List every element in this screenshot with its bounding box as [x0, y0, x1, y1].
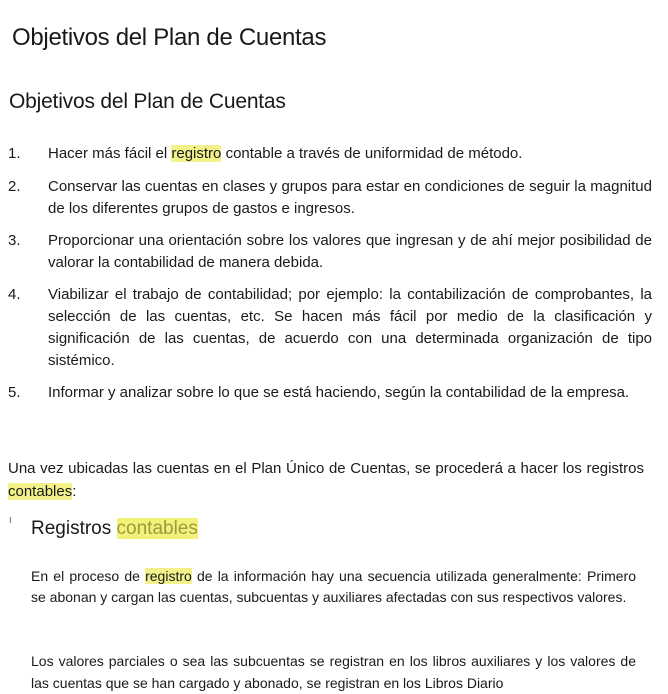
highlight-contables-heading: contables: [116, 518, 198, 539]
page-title: Objetivos del Plan de Cuentas: [12, 24, 327, 51]
margin-mark: [10, 517, 11, 523]
registros-heading: Registros contables: [31, 518, 198, 539]
list-item: [0, 284, 652, 372]
list-item-text: Informar y analizar sobre lo que se está haciendo, según la contabilidad de la empresa.: [48, 384, 630, 401]
intro-paragraph: Una vez ubicadas las cuentas en el Plan Único de Cuentas, se procederá a hacer los registros contables:: [8, 460, 644, 500]
highlight-registro: registro: [171, 145, 222, 162]
list-item: [0, 382, 652, 404]
registros-paragraph-1: En el proceso de registro de la información hay una secuencia utilizada generalmente: Primero se abonan y cargan las cuentas, subcuentas y auxiliares afectadas con sus respectivos valores.: [31, 568, 636, 605]
highlight-contables: contables: [8, 483, 73, 500]
list-item-text: Viabilizar el trabajo de contabilidad; por ejemplo: la contabilización de comprobantes, la selección de las cuentas, etc. Se hacen más fácil por medio de la clasificación y significación de las cuentas, de acuerdo con una determinada organización de tipo sistémico.: [48, 286, 652, 369]
list-item-text: Hacer más fácil el registro contable a través de uniformidad de método.: [48, 145, 523, 162]
section-title: Objetivos del Plan de Cuentas: [9, 90, 286, 113]
list-item-number: 3.: [8, 232, 21, 249]
registros-paragraph-2: Los valores parciales o sea las subcuentas se registran en los libros auxiliares y los valores de las cuentas que se han cargado y abonado, se registran en los Libros Diario: [31, 653, 636, 691]
list-item-number: 2.: [8, 178, 21, 195]
list-item: [0, 143, 652, 165]
highlight-registro-2: registro: [145, 568, 192, 584]
list-item-number: 1.: [8, 145, 21, 162]
list-item-number: 4.: [8, 286, 21, 303]
list-item-number: 5.: [8, 384, 21, 401]
list-item: [0, 230, 652, 274]
list-item-text: Proporcionar una orientación sobre los valores que ingresan y de ahí mejor posibilidad de valorar la contabilidad de manera debida.: [48, 232, 652, 271]
list-item-text: Conservar las cuentas en clases y grupos para estar en condiciones de seguir la magnitud de los diferentes grupos de gastos e ingresos.: [48, 178, 652, 217]
objectives-list: [0, 143, 652, 404]
list-item: [0, 176, 652, 220]
